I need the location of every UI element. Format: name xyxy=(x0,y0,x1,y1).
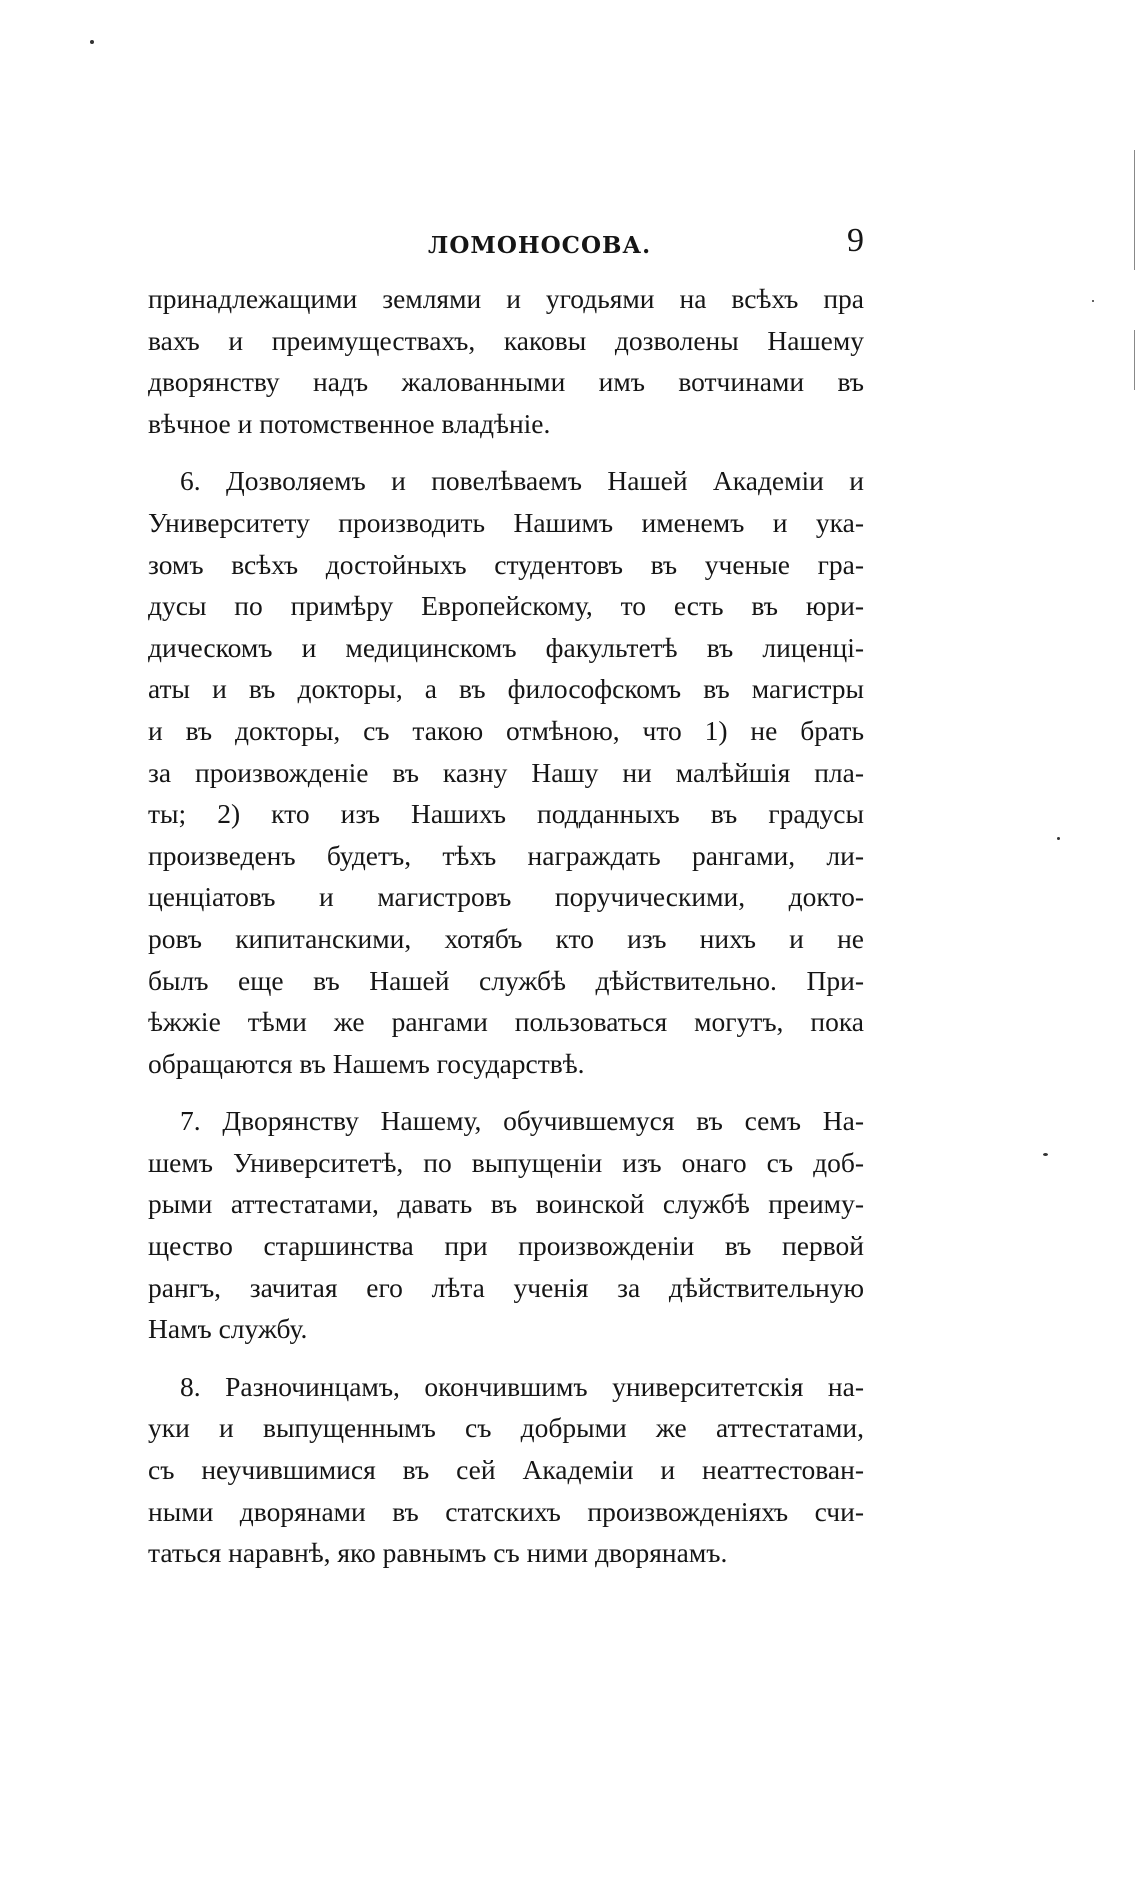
scan-speck xyxy=(1043,1153,1048,1156)
text-line: рангъ, зачитая его лѣта ученія за дѣйствительную xyxy=(148,1271,864,1303)
page-number: 9 xyxy=(847,222,864,259)
text-line: Намъ службу. xyxy=(148,1313,308,1345)
text-line: рыми аттестатами, давать въ воинской службѣ преиму- xyxy=(148,1188,864,1220)
text-line: за произвожденіе въ казну Нашу ни малѣйшія пла- xyxy=(148,756,864,788)
text-line: ѣжжіе тѣми же рангами пользоваться могутъ, пока xyxy=(148,1006,864,1038)
text-line: принадлежащими землями и угодьями на всѣхъ пра xyxy=(148,283,864,314)
running-head: ЛОМОНОСОВА. xyxy=(428,232,652,259)
text-line: 8. Разночинцамъ, окончившимъ университетскія на- xyxy=(180,1370,864,1402)
page-edge-mark xyxy=(1134,330,1135,390)
text-line: былъ еще въ Нашей службѣ дѣйствительно. При- xyxy=(148,964,864,996)
text-line: дусы по примѣру Европейскому, то есть въ юри- xyxy=(148,590,864,622)
page-header xyxy=(148,222,864,262)
scan-speck xyxy=(1057,837,1060,840)
text-line: таться наравнѣ, яко равнымъ съ ними дворянамъ. xyxy=(148,1537,728,1569)
text-line: аты и въ докторы, а въ философскомъ въ магистры xyxy=(148,673,864,705)
text-line: ценціатовъ и магистровъ поручическими, докто- xyxy=(148,881,864,913)
text-line: шемъ Университетѣ, по выпущеніи изъ онаго съ доб- xyxy=(148,1146,864,1178)
text-line: произведенъ будетъ, тѣхъ награждать рангами, ли- xyxy=(148,839,864,871)
text-line: дворянству надъ жалованными имъ вотчинами въ xyxy=(148,366,864,398)
text-line: вѣчное и потомственное владѣніе. xyxy=(148,407,551,439)
text-line: 7. Дворянству Нашему, обучившемуся въ семъ На- xyxy=(180,1105,864,1137)
text-line: 6. Дозволяемъ и повелѣваемъ Нашей Академіи и xyxy=(180,465,864,497)
paragraph-continuation xyxy=(148,278,864,444)
text-line: щество старшинства при произвожденіи въ первой xyxy=(148,1230,864,1262)
text-line: вахъ и преимуществахъ, каковы дозволены Нашему xyxy=(148,324,864,356)
text-line: ровъ кипитанскими, хотябъ кто изъ нихъ и не xyxy=(148,922,864,954)
text-line: и въ докторы, съ такою отмѣною, что 1) не брать xyxy=(148,714,864,746)
body-text xyxy=(148,278,864,1590)
paragraph-item-7 xyxy=(148,1100,864,1350)
text-line: Университету производить Нашимъ именемъ и ука- xyxy=(148,506,864,538)
text-line: зомъ всѣхъ достойныхъ студентовъ въ ученые гра- xyxy=(148,548,864,580)
scan-speck xyxy=(90,40,94,44)
paragraph-item-6 xyxy=(148,460,864,1084)
text-line: дическомъ и медицинскомъ факультетѣ въ лиценці- xyxy=(148,631,864,663)
text-line: обращаются въ Нашемъ государствѣ. xyxy=(148,1047,585,1079)
text-line: ты; 2) кто изъ Нашихъ подданныхъ въ градусы xyxy=(148,798,864,830)
scan-speck xyxy=(1092,300,1094,302)
text-line: уки и выпущеннымъ съ добрыми же аттестатами, xyxy=(148,1412,864,1444)
page-edge-mark xyxy=(1134,150,1135,270)
text-line: ными дворянами въ статскихъ произвожденіяхъ счи- xyxy=(148,1495,864,1527)
paragraph-item-8 xyxy=(148,1366,864,1574)
text-line: съ неучившимися въ сей Академіи и неаттестован- xyxy=(148,1454,864,1486)
